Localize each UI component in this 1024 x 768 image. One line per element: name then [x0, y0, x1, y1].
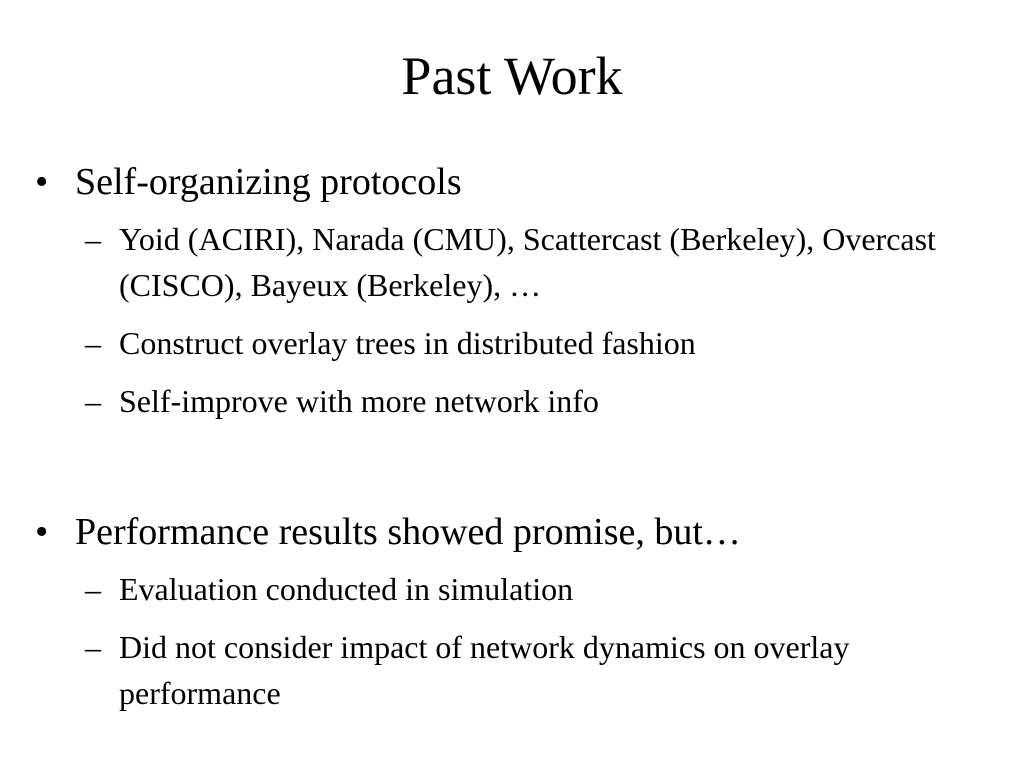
- sub-bullet-text: Construct overlay trees in distributed fashion: [119, 325, 696, 361]
- sub-bullet-item: [85, 624, 995, 716]
- sub-bullet-marker: –: [85, 221, 101, 257]
- bullet-marker: •: [35, 511, 49, 553]
- bullet-self-organizing-protocols: [35, 160, 995, 424]
- sub-bullet-item: [85, 566, 995, 612]
- sub-bullet-text: Yoid (ACIRI), Narada (CMU), Scattercast (Berkeley), Overcast (CISCO), Bayeux (Berkeley), …: [119, 221, 936, 303]
- bullet-row: [35, 510, 995, 554]
- bullet-text: Self-organizing protocols: [75, 161, 462, 203]
- sub-bullet-item: [85, 216, 995, 308]
- sub-bullet-marker: –: [85, 325, 101, 361]
- sub-bullet-item: [85, 320, 995, 366]
- sub-bullet-text: Evaluation conducted in simulation: [119, 571, 574, 607]
- slide-title: Past Work: [401, 46, 623, 106]
- bullet-performance-results: [35, 510, 995, 716]
- bullet-marker: •: [35, 161, 49, 203]
- sub-bullet-text: Did not consider impact of network dynamics on overlay performance: [119, 629, 850, 711]
- bullet-text: Performance results showed promise, but…: [75, 511, 741, 553]
- sub-bullet-marker: –: [85, 383, 101, 419]
- sub-bullet-text: Self-improve with more network info: [119, 383, 599, 419]
- sub-bullet-list: [35, 216, 995, 424]
- sub-bullet-list: [35, 566, 995, 716]
- sub-bullet-item: [85, 378, 995, 424]
- sub-bullet-marker: –: [85, 629, 101, 665]
- bullet-row: [35, 160, 995, 204]
- sub-bullet-marker: –: [85, 571, 101, 607]
